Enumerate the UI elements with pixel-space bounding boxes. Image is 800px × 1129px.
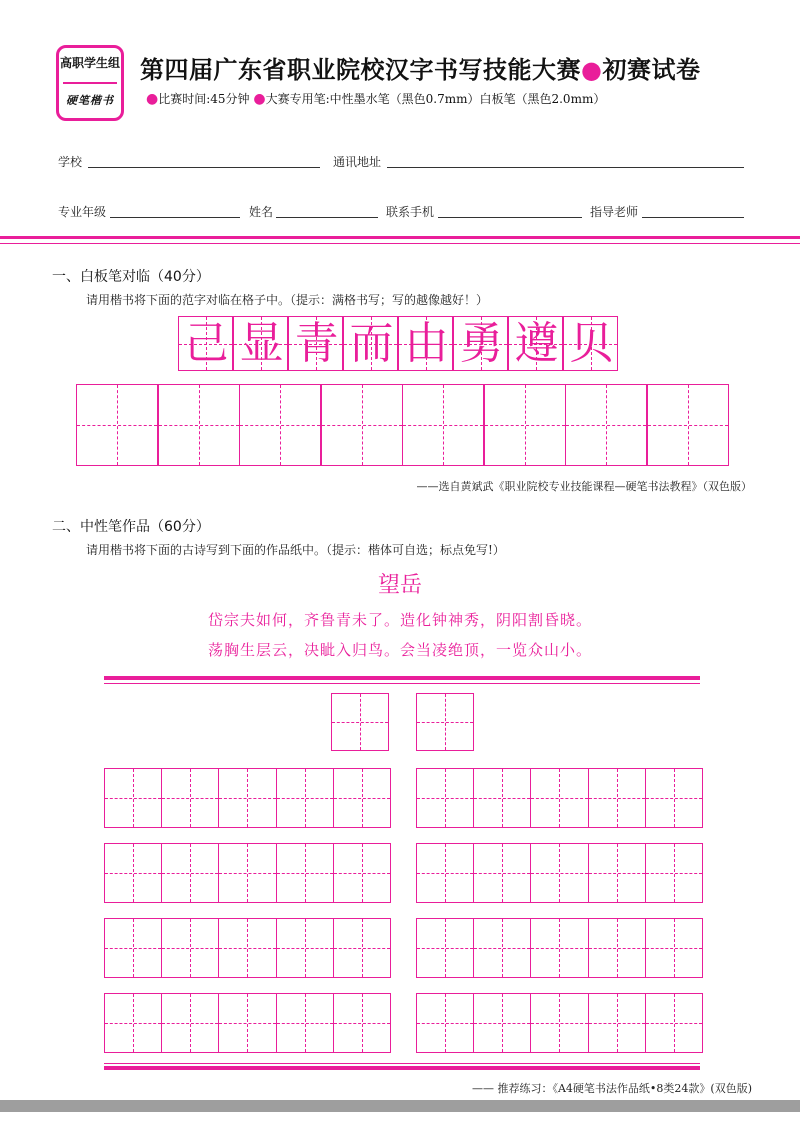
paper-grid-cell[interactable] xyxy=(473,843,531,903)
address-label: 通讯地址 xyxy=(333,155,382,169)
grid-guide-h xyxy=(277,1023,333,1024)
grid-guide-h xyxy=(334,1023,390,1024)
model-char: 勇 xyxy=(459,318,504,369)
grid-guide-h xyxy=(77,425,157,426)
grid-guide-h xyxy=(485,425,565,426)
paper-grid-cell[interactable] xyxy=(473,993,531,1053)
phone-field[interactable] xyxy=(438,216,582,218)
paper-grid-cell[interactable] xyxy=(530,843,588,903)
grid-guide-h xyxy=(417,1023,473,1024)
paper-grid-cell[interactable] xyxy=(473,918,531,978)
major-field[interactable] xyxy=(110,216,240,218)
paper-grid-cell[interactable] xyxy=(333,918,391,978)
grid-guide-h xyxy=(566,425,646,426)
name-field[interactable] xyxy=(276,216,378,218)
subtitle xyxy=(146,90,605,107)
grid-guide-h xyxy=(162,873,218,874)
grid-guide-h xyxy=(334,948,390,949)
model-char: 而 xyxy=(349,318,394,369)
phone-label: 联系手机 xyxy=(386,205,435,219)
practice-cell[interactable] xyxy=(321,384,403,466)
group-badge xyxy=(56,45,124,121)
teacher-label: 指导老师 xyxy=(590,205,639,219)
paper-grid-cell[interactable] xyxy=(218,993,276,1053)
grid-guide-h xyxy=(332,722,388,723)
grid-guide-h xyxy=(105,948,161,949)
paper-grid-cell[interactable] xyxy=(276,993,334,1053)
grid-guide-h xyxy=(531,798,587,799)
model-char: 显 xyxy=(239,318,284,369)
grid-guide-h xyxy=(474,798,530,799)
paper-grid-cell[interactable] xyxy=(104,843,162,903)
sub-dot-1: ● xyxy=(146,91,159,107)
section1-source: ——选自黄斌武《职业院校专业技能课程—硬笔书法教程》（双色版） xyxy=(416,480,752,493)
grid-guide-h xyxy=(219,948,275,949)
paper-grid-cell[interactable] xyxy=(645,768,703,828)
poem-title: 望岳 xyxy=(377,573,422,598)
model-char: 遵 xyxy=(514,318,559,369)
grid-guide-h xyxy=(105,798,161,799)
paper-grid-cell[interactable] xyxy=(161,843,219,903)
grid-guide-h xyxy=(417,948,473,949)
grid-guide-h xyxy=(417,798,473,799)
grid-guide-h xyxy=(589,948,645,949)
model-char-cell xyxy=(508,316,563,371)
school-label: 学校 xyxy=(58,155,83,169)
paper-grid-cell[interactable] xyxy=(161,918,219,978)
practice-cell[interactable] xyxy=(402,384,484,466)
paper-grid-cell[interactable] xyxy=(333,768,391,828)
section2-heading: 二、中性笔作品（60分） xyxy=(52,519,210,535)
sub-dot-2: ● xyxy=(253,91,266,107)
header-divider-thin xyxy=(0,243,800,244)
grid-guide-h xyxy=(277,948,333,949)
grid-guide-h xyxy=(474,873,530,874)
model-char-cell xyxy=(233,316,288,371)
grid-guide-h xyxy=(219,1023,275,1024)
model-char-cell xyxy=(343,316,398,371)
paper-grid-cell[interactable] xyxy=(218,843,276,903)
paper-top-border-thick xyxy=(104,676,700,680)
paper-grid-cell[interactable] xyxy=(104,918,162,978)
paper-grid-cell[interactable] xyxy=(416,843,474,903)
paper-grid-cell[interactable] xyxy=(588,918,646,978)
grid-guide-h xyxy=(417,873,473,874)
paper-grid-cell[interactable] xyxy=(218,918,276,978)
grid-guide-h xyxy=(219,798,275,799)
address-field[interactable] xyxy=(387,166,744,168)
paper-grid-cell[interactable] xyxy=(588,993,646,1053)
header-divider-thick xyxy=(0,236,800,239)
practice-cell[interactable] xyxy=(484,384,566,466)
page-title xyxy=(140,50,700,85)
grid-guide-h xyxy=(159,425,239,426)
paper-grid-cell[interactable] xyxy=(161,993,219,1053)
grid-guide-h xyxy=(646,873,702,874)
title-main: 第四届广东省职业院校汉字书写技能大赛 xyxy=(140,56,581,84)
bottom-bar xyxy=(0,1100,800,1112)
paper-grid-cell[interactable] xyxy=(645,993,703,1053)
sub-time: 比赛时间:45分钟 xyxy=(158,92,250,106)
model-char-cell xyxy=(288,316,343,371)
poem-line-2: 荡胸生层云，决眦入归鸟。会当凌绝顶，一览众山小。 xyxy=(207,641,592,659)
section1-heading: 一、白板笔对临（40分） xyxy=(52,269,210,285)
grid-guide-h xyxy=(403,425,483,426)
paper-grid-cell[interactable] xyxy=(416,918,474,978)
grid-guide-h xyxy=(417,722,473,723)
grid-guide-h xyxy=(277,873,333,874)
paper-grid-cell[interactable] xyxy=(588,768,646,828)
grid-guide-h xyxy=(334,873,390,874)
paper-grid-cell[interactable] xyxy=(161,768,219,828)
section2-footer: —— 推荐练习：《A4硬笔书法作品纸•8类24款》(双色版) xyxy=(471,1082,752,1095)
grid-guide-h xyxy=(219,873,275,874)
paper-grid-cell[interactable] xyxy=(416,993,474,1053)
badge-divider xyxy=(63,82,117,84)
paper-grid-cell[interactable] xyxy=(530,918,588,978)
name-label: 姓名 xyxy=(249,205,274,219)
grid-guide-h xyxy=(334,798,390,799)
grid-guide-h xyxy=(162,798,218,799)
section2-instruction: 请用楷书将下面的古诗写到下面的作品纸中。（提示：楷体可自选；标点免写!） xyxy=(86,543,505,557)
model-char: 青 xyxy=(294,318,339,369)
paper-grid-cell[interactable] xyxy=(588,843,646,903)
grid-guide-h xyxy=(105,873,161,874)
paper-grid-cell[interactable] xyxy=(104,768,162,828)
paper-title-box[interactable] xyxy=(331,693,389,751)
school-field[interactable] xyxy=(88,166,320,168)
paper-grid-cell[interactable] xyxy=(276,768,334,828)
model-char-cell xyxy=(398,316,453,371)
grid-guide-h xyxy=(646,798,702,799)
sub-pen: 大赛专用笔:中性墨水笔（黑色0.7mm）白板笔（黑色2.0mm） xyxy=(265,92,606,106)
grid-guide-h xyxy=(589,1023,645,1024)
paper-title-box[interactable] xyxy=(416,693,474,751)
badge-style-label: 硬笔楷书 xyxy=(66,94,114,107)
grid-guide-h xyxy=(162,948,218,949)
paper-grid-cell[interactable] xyxy=(645,843,703,903)
grid-guide-h xyxy=(162,1023,218,1024)
grid-guide-h xyxy=(322,425,402,426)
paper-grid-cell[interactable] xyxy=(218,768,276,828)
practice-cell[interactable] xyxy=(647,384,729,466)
grid-guide-h xyxy=(277,798,333,799)
grid-guide-h xyxy=(646,1023,702,1024)
section1-instruction: 请用楷书将下面的范字对临在格子中。（提示：满格书写；写的越像越好！） xyxy=(86,293,489,307)
grid-guide-h xyxy=(105,1023,161,1024)
major-label: 专业年级 xyxy=(58,205,107,219)
paper-bottom-border-thin xyxy=(104,1063,700,1064)
grid-guide-h xyxy=(648,425,728,426)
model-char-cell xyxy=(178,316,233,371)
grid-guide-h xyxy=(474,1023,530,1024)
grid-guide-h xyxy=(531,1023,587,1024)
paper-bottom-border-thick xyxy=(104,1066,700,1070)
grid-guide-h xyxy=(531,873,587,874)
teacher-field[interactable] xyxy=(642,216,744,218)
model-char-cell xyxy=(453,316,508,371)
model-char: 贝 xyxy=(569,318,614,369)
grid-guide-h xyxy=(240,425,320,426)
paper-grid-cell[interactable] xyxy=(104,993,162,1053)
paper-grid-cell[interactable] xyxy=(276,843,334,903)
model-char: 由 xyxy=(404,318,449,369)
grid-guide-h xyxy=(589,873,645,874)
practice-cell[interactable] xyxy=(158,384,240,466)
paper-grid-cell[interactable] xyxy=(333,843,391,903)
title-suffix: 初赛试卷 xyxy=(602,56,701,84)
paper-grid-cell[interactable] xyxy=(416,768,474,828)
paper-grid-cell[interactable] xyxy=(276,918,334,978)
practice-cell[interactable] xyxy=(565,384,647,466)
paper-grid-cell[interactable] xyxy=(645,918,703,978)
paper-grid-cell[interactable] xyxy=(530,768,588,828)
paper-grid-cell[interactable] xyxy=(333,993,391,1053)
title-dot: ● xyxy=(581,56,603,84)
grid-guide-h xyxy=(589,798,645,799)
paper-grid-cell[interactable] xyxy=(473,768,531,828)
practice-cell[interactable] xyxy=(76,384,158,466)
paper-top-border-thin xyxy=(104,683,700,684)
model-char-cell xyxy=(563,316,618,371)
grid-guide-h xyxy=(646,948,702,949)
model-char: 己 xyxy=(184,318,229,369)
paper-grid-cell[interactable] xyxy=(530,993,588,1053)
grid-guide-h xyxy=(474,948,530,949)
grid-guide-h xyxy=(531,948,587,949)
practice-cell[interactable] xyxy=(239,384,321,466)
poem-line-1: 岱宗夫如何，齐鲁青未了。造化钟神秀，阴阳割昏晓。 xyxy=(207,611,592,629)
badge-group-label: 高职学生组 xyxy=(59,56,120,70)
